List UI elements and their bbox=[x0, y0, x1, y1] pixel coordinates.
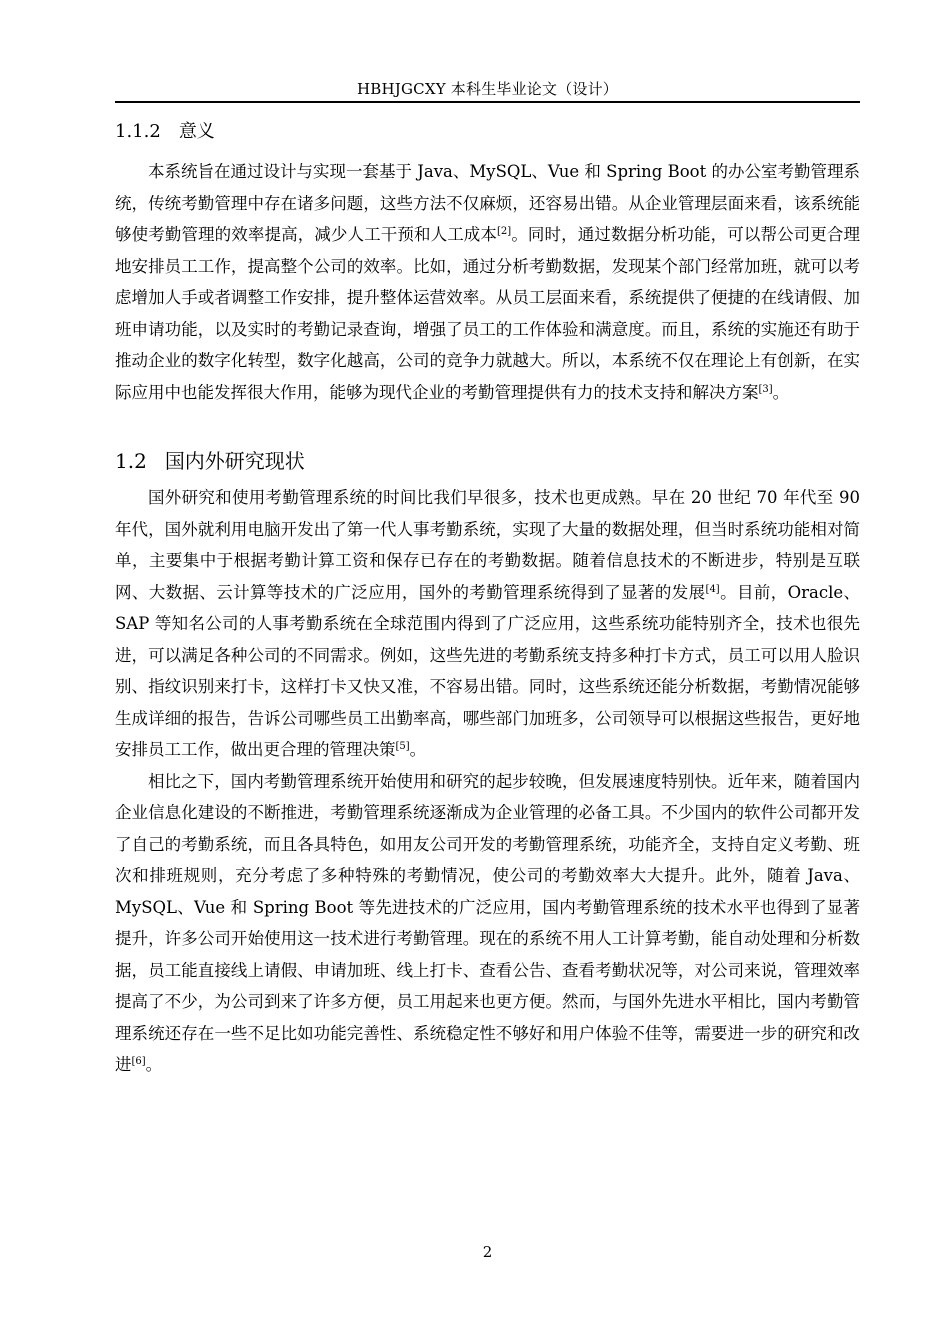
section-number: 1.1.2 bbox=[115, 121, 161, 142]
paragraph-significance bbox=[115, 156, 860, 408]
section-heading-1-1-2 bbox=[115, 118, 860, 146]
section-title: 意义 bbox=[178, 121, 215, 142]
text-run: 。 bbox=[145, 1055, 163, 1074]
text-run: 。 bbox=[409, 740, 427, 759]
text-run: 国外研究和使用考勤管理系统的时间比我们早很多，技术也更成熟。早在 20 世纪 70 年代至 90 年代，国外就利用电脑开发出了第一代人事考勤系统，实现了大量的数据处理，但当时系统功能相对简单，主要集中于根据考勤计算工资和保存已存在的考勤数据。随着信息技术的不断进步，特别是互联网、大数据、云计算等技术的广泛应用，国外的考勤管理系统得到了显著的发展 bbox=[115, 488, 860, 602]
section-title: 国内外研究现状 bbox=[164, 449, 305, 473]
header-rule bbox=[115, 101, 860, 103]
paragraph-domestic-research bbox=[115, 766, 860, 1081]
section-number: 1.2 bbox=[115, 449, 147, 473]
page-body bbox=[115, 118, 860, 1081]
section-heading-1-2 bbox=[115, 446, 860, 476]
text-run: 。同时，通过数据分析功能，可以帮公司更合理地安排员工工作，提高整个公司的效率。比如，通过分析考勤数据，发现某个部门经常加班，就可以考虑增加人手或者调整工作安排，提升整体运营效率。从员工层面来看，系统提供了便捷的在线请假、加班申请功能，以及实时的考勤记录查询，增强了员工的工作体验和满意度。而且，系统的实施还有助于推动企业的数字化转型，数字化越高，公司的竞争力就越大。所以，本系统不仅在理论上有创新，在实际应用中也能发挥很大作用，能够为现代企业的考勤管理提供有力的技术支持和解决方案 bbox=[115, 225, 861, 402]
citation: [5] bbox=[395, 741, 410, 752]
citation: [6] bbox=[131, 1056, 146, 1067]
text-run: 。 bbox=[772, 382, 790, 402]
citation: [3] bbox=[758, 383, 773, 395]
citation: [2] bbox=[497, 226, 512, 237]
text-run: 相比之下，国内考勤管理系统开始使用和研究的起步较晚，但发展速度特别快。近年来，随着国内企业信息化建设的不断推进，考勤管理系统逐渐成为企业管理的必备工具。不少国内的软件公司都开发了自己的考勤系统，而且各具特色，如用友公司开发的考勤管理系统，功能齐全，支持自定义考勤、班次和排班规则，充分考虑了多种特殊的考勤情况，使公司的考勤效率大大提升。此外，随着 Java、MySQL、Vue 和 Spring Boot 等先进技术的广泛应用，国内考勤管理系统的技术水平也得到了显著提升，许多公司开始使用这一技术进行考勤管理。现在的系统不用人工计算考勤，能自动处理和分析数据，员工能直接线上请假、申请加班、线上打卡、查看公告、查看考勤状况等，对公司来说，管理效率提高了不少，为公司到来了许多方便，员工用起来也更方便。然而，与国外先进水平相比，国内考勤管理系统还存在一些不足比如功能完善性、系统稳定性不够好和用户体验不佳等，需要进一步的研究和改进 bbox=[115, 771, 860, 1074]
text-run: 本系统旨在通过设计与实现一套基于 Java、MySQL、Vue 和 Spring Boot 的办公室考勤管理系统，传统考勤管理中存在诸多问题，这些方法不仅麻烦，还容易出错。从企业管理层面来看，该系统能够使考勤管理的效率提高，减少人工干预和人工成本 bbox=[115, 162, 860, 244]
running-header: HBHJGCXY 本科生毕业论文（设计） bbox=[356, 80, 618, 98]
citation: [4] bbox=[705, 583, 720, 595]
paragraph-foreign-research bbox=[115, 482, 860, 766]
text-run: 。目前，Oracle、SAP 等知名公司的人事考勤系统在全球范围内得到了广泛应用，这些系统功能特别齐全，技术也很先进，可以满足各种公司的不同需求。例如，这些先进的考勤系统支持多种打卡方式，员工可以用人脸识别、指纹识别来打卡，这样打卡又快又准，不容易出错。同时，这些系统还能分析数据，考勤情况能够生成详细的报告，告诉公司哪些员工出勤率高，哪些部门加班多，公司领导可以根据这些报告，更好地安排员工工作，做出更合理的管理决策 bbox=[115, 582, 860, 759]
page-number: 2 bbox=[482, 1243, 493, 1261]
